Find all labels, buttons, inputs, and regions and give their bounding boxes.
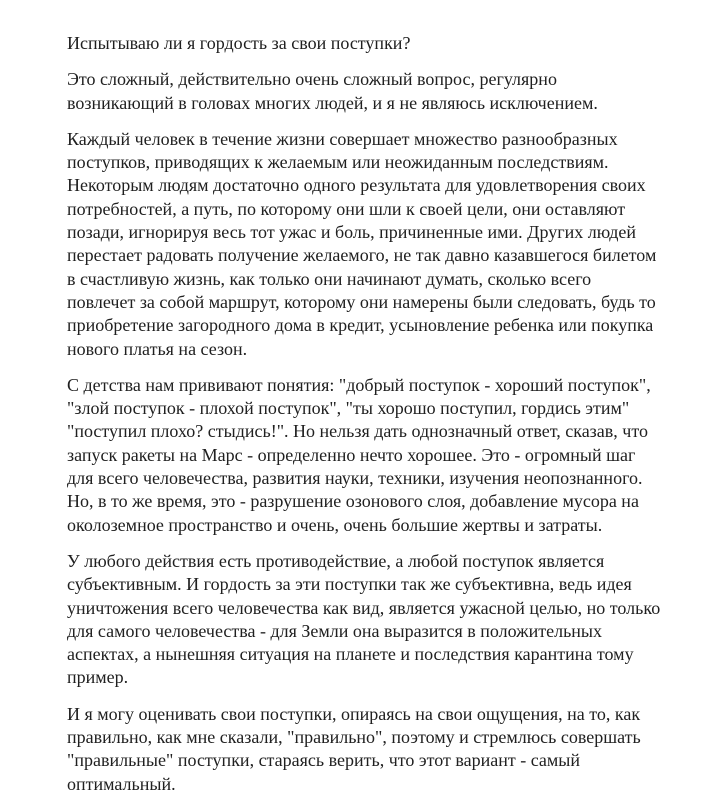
paragraph-intro: Это сложный, действительно очень сложный вопрос, регулярно возникающий в головах многих людей, и я не являюсь исключением.	[67, 69, 598, 113]
paragraph-subjectivity: У любого действия есть противодействие, а любой поступок является субъективным. И гордость за эти поступки так же субъективна, ведь идея уничтожения всего человечества как вид, является ужасной целью, но только для самого человечества - для Земли она выразится в положительных аспектах, а нынешняя ситуация на планете и последствия карантина тому пример.	[67, 550, 661, 688]
paragraph-title-question: Испытываю ли я гордость за свои поступки?	[67, 33, 411, 53]
paragraph-conclusion: И я могу оценивать свои поступки, опираясь на свои ощущения, на то, как правильно, как мне сказали, "правильно", поэтому и стремлюсь совершать "правильные" поступки, стараясь верить, что этот вариант - самый оптимальный.	[67, 703, 641, 794]
document-body	[67, 32, 712, 809]
paragraph-actions: Каждый человек в течение жизни совершает множество разнообразных поступков, приводящих к желаемым или неожиданным последствиям. Некоторым людям достаточно одного результата для удовлетворения своих потребностей, а путь, по которому они шли к своей цели, они оставляют позади, игнорируя весь тот ужас и боль, причиненные ими. Других людей перестает радовать получение желаемого, не так давно казавшегося билетом в счастливую жизнь, как только они начинают думать, сколько всего повлечет за собой маршрут, которому они намерены были следовать, будь то приобретение загородного дома в кредит, усыновление ребенка или покупка нового платья на сезон.	[67, 128, 657, 359]
paragraph-childhood: С детства нам прививают понятия: "добрый поступок - хороший поступок", "злой поступок - плохой поступок", "ты хорошо поступил, гордись этим" "поступил плохо? стыдись!". Но нельзя дать однозначный ответ, сказав, что запуск ракеты на Марс - определенно нечто хорошее. Это - огромный шаг для всего человечества, развития науки, техники, изучения неопознанного. Но, в то же время, это - разрушение озонового слоя, добавление мусора на околоземное пространство и очень, очень большие жертвы и затраты.	[67, 374, 651, 535]
